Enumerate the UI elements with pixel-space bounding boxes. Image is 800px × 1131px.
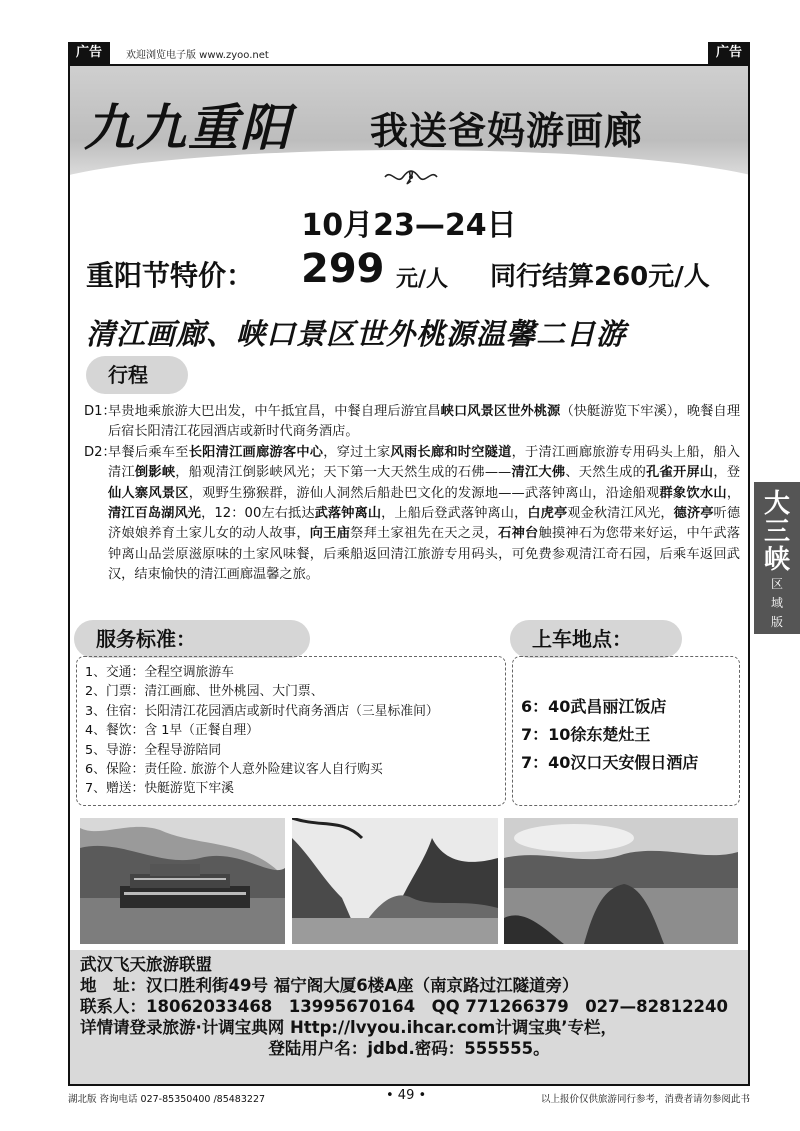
page-footer: [68, 1088, 750, 1108]
price-unit: 元/人: [396, 267, 449, 292]
text-run: 早贵地乘旅游大巴出发，中午抵宜昌，中餐自理后游宜昌: [108, 404, 441, 419]
advert-frame: [68, 64, 750, 1086]
text-bold: 长阳清江画廊游客中心: [188, 444, 324, 460]
service-item: 7、赠送：快艇游览下牢溪: [85, 781, 234, 797]
text-run: ，穿过土家: [323, 444, 391, 460]
text-bold: 德济亭: [673, 506, 714, 522]
text-run: 触摸神石为您带来好运，中午武落钟离山品尝原滋原味的土家风味餐，后乘船返回清江旅游专用码头，可免费参观清江奇石园，后乘车返回武汉，结束愉快的清江画廊温馨之旅。: [108, 526, 741, 583]
text-run: ，: [726, 485, 741, 501]
photo-strip: [80, 818, 738, 944]
service-item: 2、门票：清江画廊、世外桃园、大门票、: [85, 684, 324, 700]
price-row: [86, 248, 736, 298]
service-box: [76, 656, 506, 806]
login-info: 登陆用户名：jdbd.密码：555555。: [268, 1039, 550, 1058]
text-run: 祭拜土家祖先在天之灵，: [350, 526, 499, 542]
itinerary-text: [84, 402, 740, 586]
side-tab-char: 版: [770, 615, 783, 629]
text-run: ，于清江画廊旅游专用码头上船，船入清江: [108, 444, 741, 481]
text-run: 观金秋清江风光，: [567, 506, 674, 522]
text-run: ，12：00左右抵达: [201, 506, 315, 522]
price-value: 299: [301, 246, 385, 292]
service-item: 5、导游：全程导游陪同: [85, 742, 222, 758]
text-bold: 群象饮水山: [659, 485, 727, 501]
travel-date: 10月23—24日: [301, 208, 517, 243]
text-bold: 向王庙: [309, 526, 351, 542]
itinerary-heading: 行程: [86, 356, 188, 394]
cruise-ship-image: [80, 818, 285, 944]
text-bold: 峡口风景区世外桃源: [440, 404, 561, 419]
text-run: 听德济娘娘养育土家儿女的动人故事，: [108, 506, 741, 542]
text-bold: 倒影峡: [134, 465, 176, 481]
text-bold: 清江百岛湖风光: [108, 506, 202, 522]
boarding-item: 7：40汉口天安假日酒店: [521, 753, 699, 772]
text-run: 、天然生成的: [565, 465, 647, 481]
company-address: 地 址：汉口胜利街49号 福宁阁大厦6楼A座（南京路过江隧道旁）: [80, 976, 579, 995]
day-1: [84, 402, 740, 443]
photo-cruise-ship: [80, 818, 285, 944]
text-bold: 风雨长廊和时空隧道: [390, 444, 512, 460]
text-bold: 石神台: [498, 526, 539, 542]
text-run: ，登: [713, 465, 741, 481]
day-label: D1：: [84, 404, 116, 419]
lake-image: [504, 818, 738, 944]
welcome-text: 欢迎浏览电子版 www.zyoo.net: [126, 50, 269, 61]
text-run: 早餐后乘车至: [108, 444, 189, 460]
hero-banner: [70, 66, 748, 190]
ad-tag-left: 广告: [68, 42, 110, 64]
side-tab-char: 区: [770, 577, 783, 591]
day-text: [108, 443, 740, 586]
page-number: • 49 •: [386, 1088, 427, 1103]
side-tab-title: 大三峡: [763, 489, 790, 575]
service-item: 1、交通：全程空调旅游车: [85, 665, 234, 680]
boarding-box: [512, 656, 740, 806]
boarding-item: 7：10徐东楚灶王: [521, 725, 651, 744]
title-main: 我送爸妈游画廊: [370, 109, 644, 153]
photo-lake-view: [504, 818, 738, 944]
text-run: （快艇游览下牢溪），晚餐自理后宿长阳清江花园酒店或新时代商务酒店。: [108, 404, 741, 440]
text-bold: 仙人寨风景区: [108, 485, 189, 501]
company-name: 武汉飞天旅游联盟: [80, 955, 212, 974]
day-2: [84, 443, 740, 586]
service-item: 3、住宿：长阳清江花园酒店或新时代商务酒店（三星标准间）: [85, 703, 439, 719]
boarding-item: 6：40武昌丽江饭店: [521, 697, 667, 716]
text-run: ，船观清江倒影峡风光；天下第一大天然生成的石佛——: [175, 465, 512, 481]
region-side-tab: [754, 482, 800, 634]
gorge-image: [292, 818, 498, 944]
tour-subtitle: 清江画廊、峡口景区世外桃源温馨二日游: [86, 317, 627, 351]
photo-gorge-peaks: [292, 818, 498, 944]
text-run: ，观野生猕猴群，游仙人洞然后船赴巴文化的发源地——武落钟离山，沿途船观: [188, 485, 660, 501]
boarding-heading: 上车地点：: [510, 620, 682, 658]
title-calligraphy: 九九重阳: [84, 98, 292, 157]
text-bold: 孔雀开屏山: [646, 465, 714, 481]
text-run: ，上船后登武落钟离山，: [381, 506, 528, 522]
top-bar: [68, 42, 750, 64]
text-bold: 白虎亭: [527, 506, 568, 522]
service-item: 6、保险：责任险. 旅游个人意外险建议客人自行购买: [85, 762, 383, 778]
day-text: [108, 402, 740, 443]
ornament-icon: [381, 167, 441, 187]
side-tab-char: 域: [770, 596, 783, 610]
disclaimer: 以上报价仅供旅游同行参考，消费者请勿参阅此书: [540, 1094, 750, 1105]
text-bold: 清江大佛: [511, 465, 566, 481]
service-heading: 服务标准：: [74, 620, 310, 658]
text-bold: 武落钟离山: [314, 506, 382, 522]
edition-phone: 湖北版 咨询电话 027-85350400 /85483227: [68, 1094, 266, 1105]
contact-box: [70, 950, 748, 1084]
price-label: 重阳节特价：: [86, 259, 255, 292]
contact-phones: 联系人：18062033468 13995670164 QQ 771266379 027—82812240: [80, 997, 728, 1016]
website-info: 详情请登录旅游·计调宝典网 Http://lvyou.ihcar.com计调宝典’专栏，: [80, 1018, 618, 1037]
service-item: 4、餐饮：含 1早（正餐自理）: [85, 723, 259, 739]
ad-tag-right: 广告: [708, 42, 750, 64]
day-label: D2：: [84, 444, 116, 460]
peer-price: 同行结算260元/人: [490, 262, 710, 292]
